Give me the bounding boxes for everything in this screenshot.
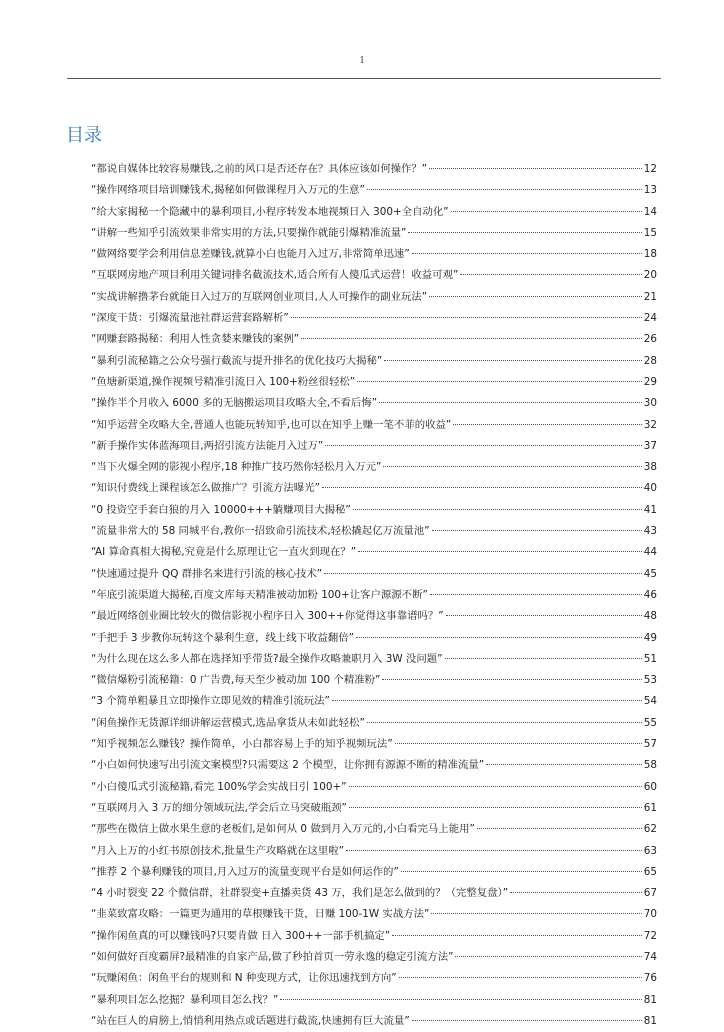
toc-list <box>91 159 657 1032</box>
toc-entry[interactable] <box>91 649 657 670</box>
toc-leader-dots <box>412 1020 642 1021</box>
toc-leader-dots <box>332 700 642 701</box>
toc-entry-page: 48 <box>643 610 657 623</box>
toc-entry-title: “小白如何快速写出引流文案模型?只需要这 2 个模型，让你拥有源源不断的精准流量” <box>91 759 485 772</box>
toc-entry[interactable] <box>91 500 657 521</box>
toc-entry-page: 45 <box>643 567 657 580</box>
toc-entry-title: “微信爆粉引流秘籍：0 广告费,每天至少被动加 100 个精准粉” <box>91 674 381 687</box>
toc-entry-title: “知乎运营全攻略大全,普通人也能玩转知乎,也可以在知乎上赚一笔不菲的收益” <box>91 418 452 431</box>
toc-entry[interactable] <box>91 990 657 1011</box>
page-number: 1 <box>359 55 365 66</box>
toc-leader-dots <box>367 722 642 723</box>
toc-leader-dots <box>346 850 642 851</box>
toc-entry-page: 32 <box>643 418 657 431</box>
toc-entry[interactable] <box>91 180 657 201</box>
toc-entry-title: “那些在微信上做水果生意的老板们,是如何从 0 做到月入万元的,小白看完马上能用” <box>91 823 475 836</box>
toc-entry-title: “当下火爆全网的影视小程序,18 种推广技巧然你轻松月入万元” <box>91 461 382 474</box>
toc-entry-page: 51 <box>643 652 657 665</box>
toc-entry-page: 18 <box>643 248 657 261</box>
toc-entry-title: “月入上万的小红书原创技术,批量生产攻略就在这里啦” <box>91 844 345 857</box>
toc-leader-dots <box>379 402 642 403</box>
toc-entry-title: “流量非常大的 58 同城平台,教你一招致命引流技术,轻松撬起亿万流量池” <box>91 525 430 538</box>
toc-entry[interactable] <box>91 393 657 414</box>
toc-entry-page: 43 <box>643 525 657 538</box>
toc-entry[interactable] <box>91 564 657 585</box>
toc-entry-page: 40 <box>643 482 657 495</box>
toc-entry-page: 74 <box>643 950 657 963</box>
toc-entry-page: 21 <box>643 290 657 303</box>
toc-entry[interactable] <box>91 968 657 989</box>
toc-entry-page: 28 <box>643 354 657 367</box>
toc-entry-page: 29 <box>643 375 657 388</box>
toc-entry[interactable] <box>91 883 657 904</box>
toc-entry-page: 76 <box>643 972 657 985</box>
toc-entry[interactable] <box>91 777 657 798</box>
toc-leader-dots <box>431 913 641 914</box>
toc-title: 目录 <box>66 125 102 146</box>
toc-entry-title: “操作网络项目培训赚钱术,揭秘如何做课程月入万元的生意” <box>91 184 365 197</box>
toc-leader-dots <box>408 232 641 233</box>
toc-leader-dots <box>367 189 642 190</box>
toc-entry-title: “鱼塘新渠道,操作视频号精准引流日入 100+粉丝很轻松” <box>91 375 356 388</box>
toc-leader-dots <box>432 530 642 531</box>
toc-entry-title: “给大家揭秘一个隐藏中的暴利项目,小程序转发本地视频日入 300+全自动化” <box>91 205 449 218</box>
toc-entry-title: “AI 算命真相大揭秘,究竟是什么原理让它一直火到现在？” <box>91 546 357 559</box>
toc-entry[interactable] <box>91 244 657 265</box>
toc-leader-dots <box>383 466 641 467</box>
toc-entry-page: 81 <box>643 993 657 1006</box>
toc-entry-title: “最近网络创业圈比较火的微信影视小程序日入 300++你觉得这事靠谱吗？” <box>91 610 444 623</box>
toc-entry[interactable] <box>91 947 657 968</box>
toc-entry-title: “操作闲鱼真的可以赚钱吗?只要肯做 日入 300++一部手机搞定” <box>91 929 391 942</box>
toc-entry[interactable] <box>91 329 657 350</box>
toc-entry-title: “玩赚闲鱼：闲鱼平台的规则和 N 种变现方式，让你迅速找到方向” <box>91 972 397 985</box>
toc-leader-dots <box>280 999 641 1000</box>
toc-leader-dots <box>446 615 642 616</box>
toc-entry[interactable] <box>91 436 657 457</box>
toc-entry-title: “4 小时裂变 22 个微信群，社群裂变+直播卖货 43 万，我们是怎么做到的？（完整复盘）” <box>91 887 509 900</box>
toc-entry-page: 81 <box>643 1014 657 1027</box>
toc-entry-page: 24 <box>643 312 657 325</box>
toc-entry[interactable] <box>91 457 657 478</box>
toc-entry-title: “暴利项目怎么挖掘？暴利项目怎么找？” <box>91 993 279 1006</box>
toc-entry-title: “3 个简单粗暴且立即操作立即见效的精准引流玩法” <box>91 695 330 708</box>
toc-entry-title: “操作半个月收入 6000 多的无脑搬运项目攻略大全,不看后悔” <box>91 397 378 410</box>
toc-leader-dots <box>384 360 641 361</box>
toc-leader-dots <box>477 828 642 829</box>
toc-entry-title: “深度干货：引爆流量池社群运营套路解析” <box>91 312 289 325</box>
toc-entry-page: 12 <box>643 163 657 175</box>
toc-leader-dots <box>453 424 642 425</box>
toc-entry-title: “闲鱼操作无货源详细讲解运营模式,选品拿货从未如此轻松” <box>91 716 365 729</box>
toc-leader-dots <box>412 253 642 254</box>
toc-entry-page: 15 <box>643 226 657 239</box>
toc-entry[interactable] <box>91 542 657 563</box>
toc-entry-page: 55 <box>643 716 657 729</box>
toc-entry[interactable] <box>91 841 657 862</box>
toc-entry-title: “新手操作实体蓝海项目,两招引流方法能月入过万” <box>91 439 324 452</box>
header-rule <box>67 78 661 79</box>
toc-leader-dots <box>445 658 642 659</box>
toc-entry[interactable] <box>91 926 657 947</box>
toc-entry-title: “暴利引流秘籍之公众号强行截流与提升排名的优化技巧大揭秘” <box>91 354 383 367</box>
toc-entry-title: “互联网月入 3 万的细分领域玩法,学会后立马突破瓶颈” <box>91 801 347 814</box>
toc-entry-title: “手把手 3 步教你玩转这个暴利生意，线上线下收益翻倍” <box>91 631 354 644</box>
toc-leader-dots <box>401 871 642 872</box>
toc-entry[interactable] <box>91 713 657 734</box>
toc-entry-title: “都说自媒体比较容易赚钱,之前的风口是否还存在？具体应该如何操作？” <box>91 163 428 175</box>
toc-entry[interactable] <box>91 265 657 286</box>
toc-entry-page: 63 <box>643 844 657 857</box>
toc-entry[interactable] <box>91 1011 657 1032</box>
toc-leader-dots <box>429 296 642 297</box>
toc-entry-page: 65 <box>643 865 657 878</box>
toc-entry[interactable] <box>91 606 657 627</box>
toc-leader-dots <box>399 977 642 978</box>
toc-entry[interactable] <box>91 691 657 712</box>
toc-entry-page: 13 <box>643 184 657 197</box>
toc-entry[interactable] <box>91 372 657 393</box>
toc-leader-dots <box>395 743 642 744</box>
toc-entry[interactable] <box>91 287 657 308</box>
toc-entry-title: “网赚套路揭秘：利用人性贪婪来赚钱的案例” <box>91 333 300 346</box>
toc-leader-dots <box>356 637 642 638</box>
toc-entry[interactable] <box>91 734 657 755</box>
toc-leader-dots <box>349 786 642 787</box>
toc-entry-page: 61 <box>643 801 657 814</box>
toc-entry-page: 20 <box>643 269 657 282</box>
toc-entry[interactable] <box>91 585 657 606</box>
toc-leader-dots <box>353 509 642 510</box>
toc-entry-title: “互联网房地产项目利用关键词排名截流技术,适合所有人傻瓜式运营！收益可观” <box>91 269 459 282</box>
toc-entry-page: 67 <box>643 887 657 900</box>
toc-entry[interactable] <box>91 755 657 776</box>
toc-entry-title: “知识付费线上课程该怎么做推广？引流方法曝光” <box>91 482 320 495</box>
toc-entry-page: 41 <box>643 503 657 516</box>
toc-entry[interactable] <box>91 478 657 499</box>
toc-entry-title: “实战讲解撸茅台就能日入过万的互联网创业项目,人人可操作的副业玩法” <box>91 290 428 303</box>
toc-entry[interactable] <box>91 670 657 691</box>
toc-entry[interactable] <box>91 862 657 883</box>
toc-entry-page: 72 <box>643 929 657 942</box>
toc-entry-page: 49 <box>643 631 657 644</box>
toc-entry-page: 53 <box>643 674 657 687</box>
toc-leader-dots <box>382 679 641 680</box>
toc-leader-dots <box>324 573 642 574</box>
toc-entry-page: 14 <box>643 205 657 218</box>
toc-leader-dots <box>349 807 642 808</box>
toc-entry[interactable] <box>91 521 657 542</box>
toc-entry-page: 30 <box>643 397 657 410</box>
toc-entry-page: 62 <box>643 823 657 836</box>
toc-leader-dots <box>392 935 642 936</box>
toc-entry-page: 38 <box>643 461 657 474</box>
toc-entry-title: “做网络要学会利用信息差赚钱,就算小白也能月入过万,非常简单迅速” <box>91 248 410 261</box>
toc-entry-page: 58 <box>643 759 657 772</box>
toc-leader-dots <box>486 764 642 765</box>
toc-entry-title: “如何做好百度霸屏?最精准的自家产品,做了秒拍首页一劳永逸的稳定引流方法” <box>91 950 454 963</box>
toc-entry-title: “0 投资空手套白狼的月入 10000+++躺赚项目大揭秘” <box>91 503 351 516</box>
toc-entry[interactable] <box>91 628 657 649</box>
toc-entry[interactable] <box>91 223 657 244</box>
toc-leader-dots <box>325 445 641 446</box>
toc-leader-dots <box>430 594 642 595</box>
toc-entry-title: “为什么现在这么多人都在选择知乎带货?最全操作攻略兼职月入 3W 没问题” <box>91 652 443 665</box>
toc-entry-title: “讲解一些知乎引流效果非常实用的方法,只要操作就能引爆精准流量” <box>91 226 407 239</box>
toc-entry[interactable] <box>91 415 657 436</box>
toc-leader-dots <box>357 381 642 382</box>
toc-entry-page: 46 <box>643 588 657 601</box>
toc-entry-title: “推荐 2 个暴利赚钱的项目,月入过万的流量变现平台是如何运作的” <box>91 865 399 878</box>
toc-entry[interactable] <box>91 159 657 180</box>
toc-entry[interactable] <box>91 202 657 223</box>
toc-entry-page: 44 <box>643 546 657 559</box>
toc-entry-title: “韭菜致富攻略：一篇更为通用的草根赚钱干货，日赚 100-1W 实战方法” <box>91 908 430 921</box>
toc-entry-page: 60 <box>643 780 657 793</box>
toc-leader-dots <box>291 317 642 318</box>
toc-entry-title: “小白傻瓜式引流秘籍,看完 100%学会实战日引 100+” <box>91 780 347 793</box>
toc-entry-title: “知乎视频怎么赚钱？操作简单，小白都容易上手的知乎视频玩法” <box>91 738 393 751</box>
toc-entry[interactable] <box>91 819 657 840</box>
toc-entry-title: “站在巨人的肩膀上,悄悄利用热点或话题进行截流,快速拥有巨大流量” <box>91 1014 410 1027</box>
toc-entry-page: 57 <box>643 738 657 751</box>
toc-entry-title: “年底引流渠道大揭秘,百度文库每天精准被动加粉 100+让客户源源不断” <box>91 588 428 601</box>
toc-entry[interactable] <box>91 351 657 372</box>
toc-leader-dots <box>451 211 642 212</box>
toc-leader-dots <box>510 892 642 893</box>
toc-leader-dots <box>429 168 642 169</box>
toc-leader-dots <box>322 487 642 488</box>
toc-leader-dots <box>358 551 642 552</box>
toc-entry[interactable] <box>91 904 657 925</box>
toc-leader-dots <box>460 274 641 275</box>
toc-entry-page: 54 <box>643 695 657 708</box>
toc-leader-dots <box>301 338 642 339</box>
toc-entry[interactable] <box>91 798 657 819</box>
toc-entry[interactable] <box>91 308 657 329</box>
toc-entry-page: 37 <box>643 439 657 452</box>
toc-leader-dots <box>455 956 641 957</box>
toc-entry-title: “快速通过提升 QQ 群排名来进行引流的核心技术” <box>91 567 323 580</box>
toc-entry-page: 70 <box>643 908 657 921</box>
toc-entry-page: 26 <box>643 333 657 346</box>
